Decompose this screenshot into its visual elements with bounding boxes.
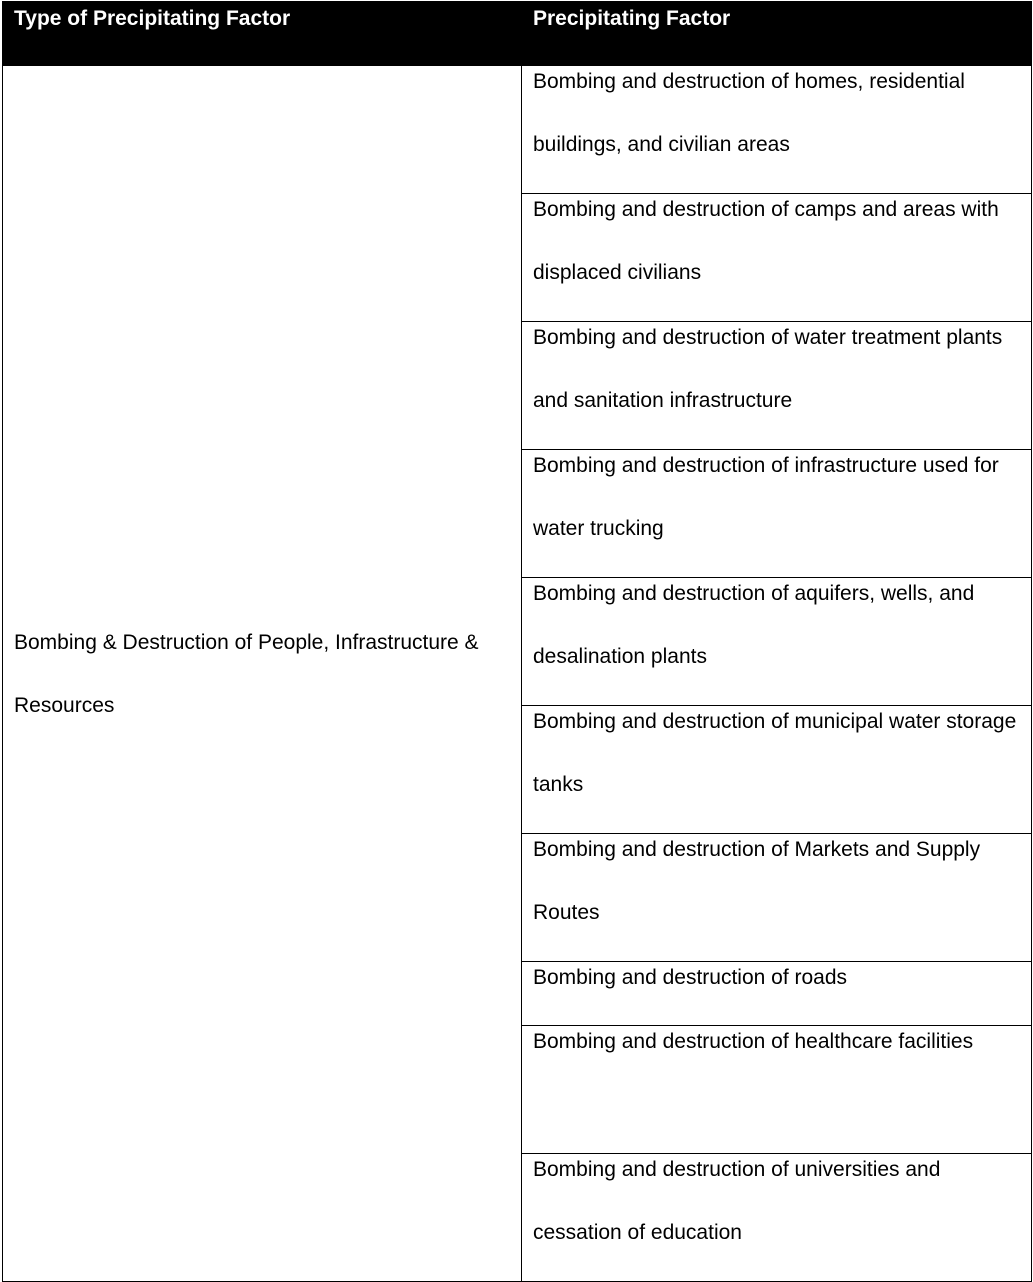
type-cell [3, 66, 522, 1282]
factor-text: Bombing and destruction of water treatment plants and sanitation infrastructure [533, 326, 1003, 412]
header-precipitating-factor: Precipitating Factor [522, 2, 1032, 66]
factor-cell [522, 66, 1032, 194]
factor-text: Bombing and destruction of aquifers, wells, and desalination plants [533, 582, 975, 668]
table-row [3, 66, 1032, 194]
factor-cell [522, 1154, 1032, 1282]
header-type-of-precipitating-factor: Type of Precipitating Factor [3, 2, 522, 66]
factor-text: Bombing and destruction of homes, residential buildings, and civilian areas [533, 70, 965, 156]
factor-text: Bombing and destruction of universities and cessation of education [533, 1158, 941, 1244]
factor-text: Bombing and destruction of Markets and Supply Routes [533, 838, 981, 924]
factor-cell [522, 706, 1032, 834]
factor-cell [522, 834, 1032, 962]
factor-cell [522, 322, 1032, 450]
precipitating-factors-table [2, 1, 1032, 1282]
factor-cell [522, 450, 1032, 578]
factor-text: Bombing and destruction of healthcare facilities [533, 1030, 974, 1053]
factor-text: Bombing and destruction of roads [533, 966, 848, 989]
factor-text: Bombing and destruction of infrastructure used for water trucking [533, 454, 999, 540]
factor-cell [522, 194, 1032, 322]
type-value: Bombing & Destruction of People, Infrastructure & Resources [14, 630, 479, 717]
factor-cell [522, 1026, 1032, 1154]
factor-cell [522, 578, 1032, 706]
factor-text: Bombing and destruction of municipal water storage tanks [533, 710, 1017, 796]
factor-text: Bombing and destruction of camps and areas with displaced civilians [533, 198, 999, 284]
